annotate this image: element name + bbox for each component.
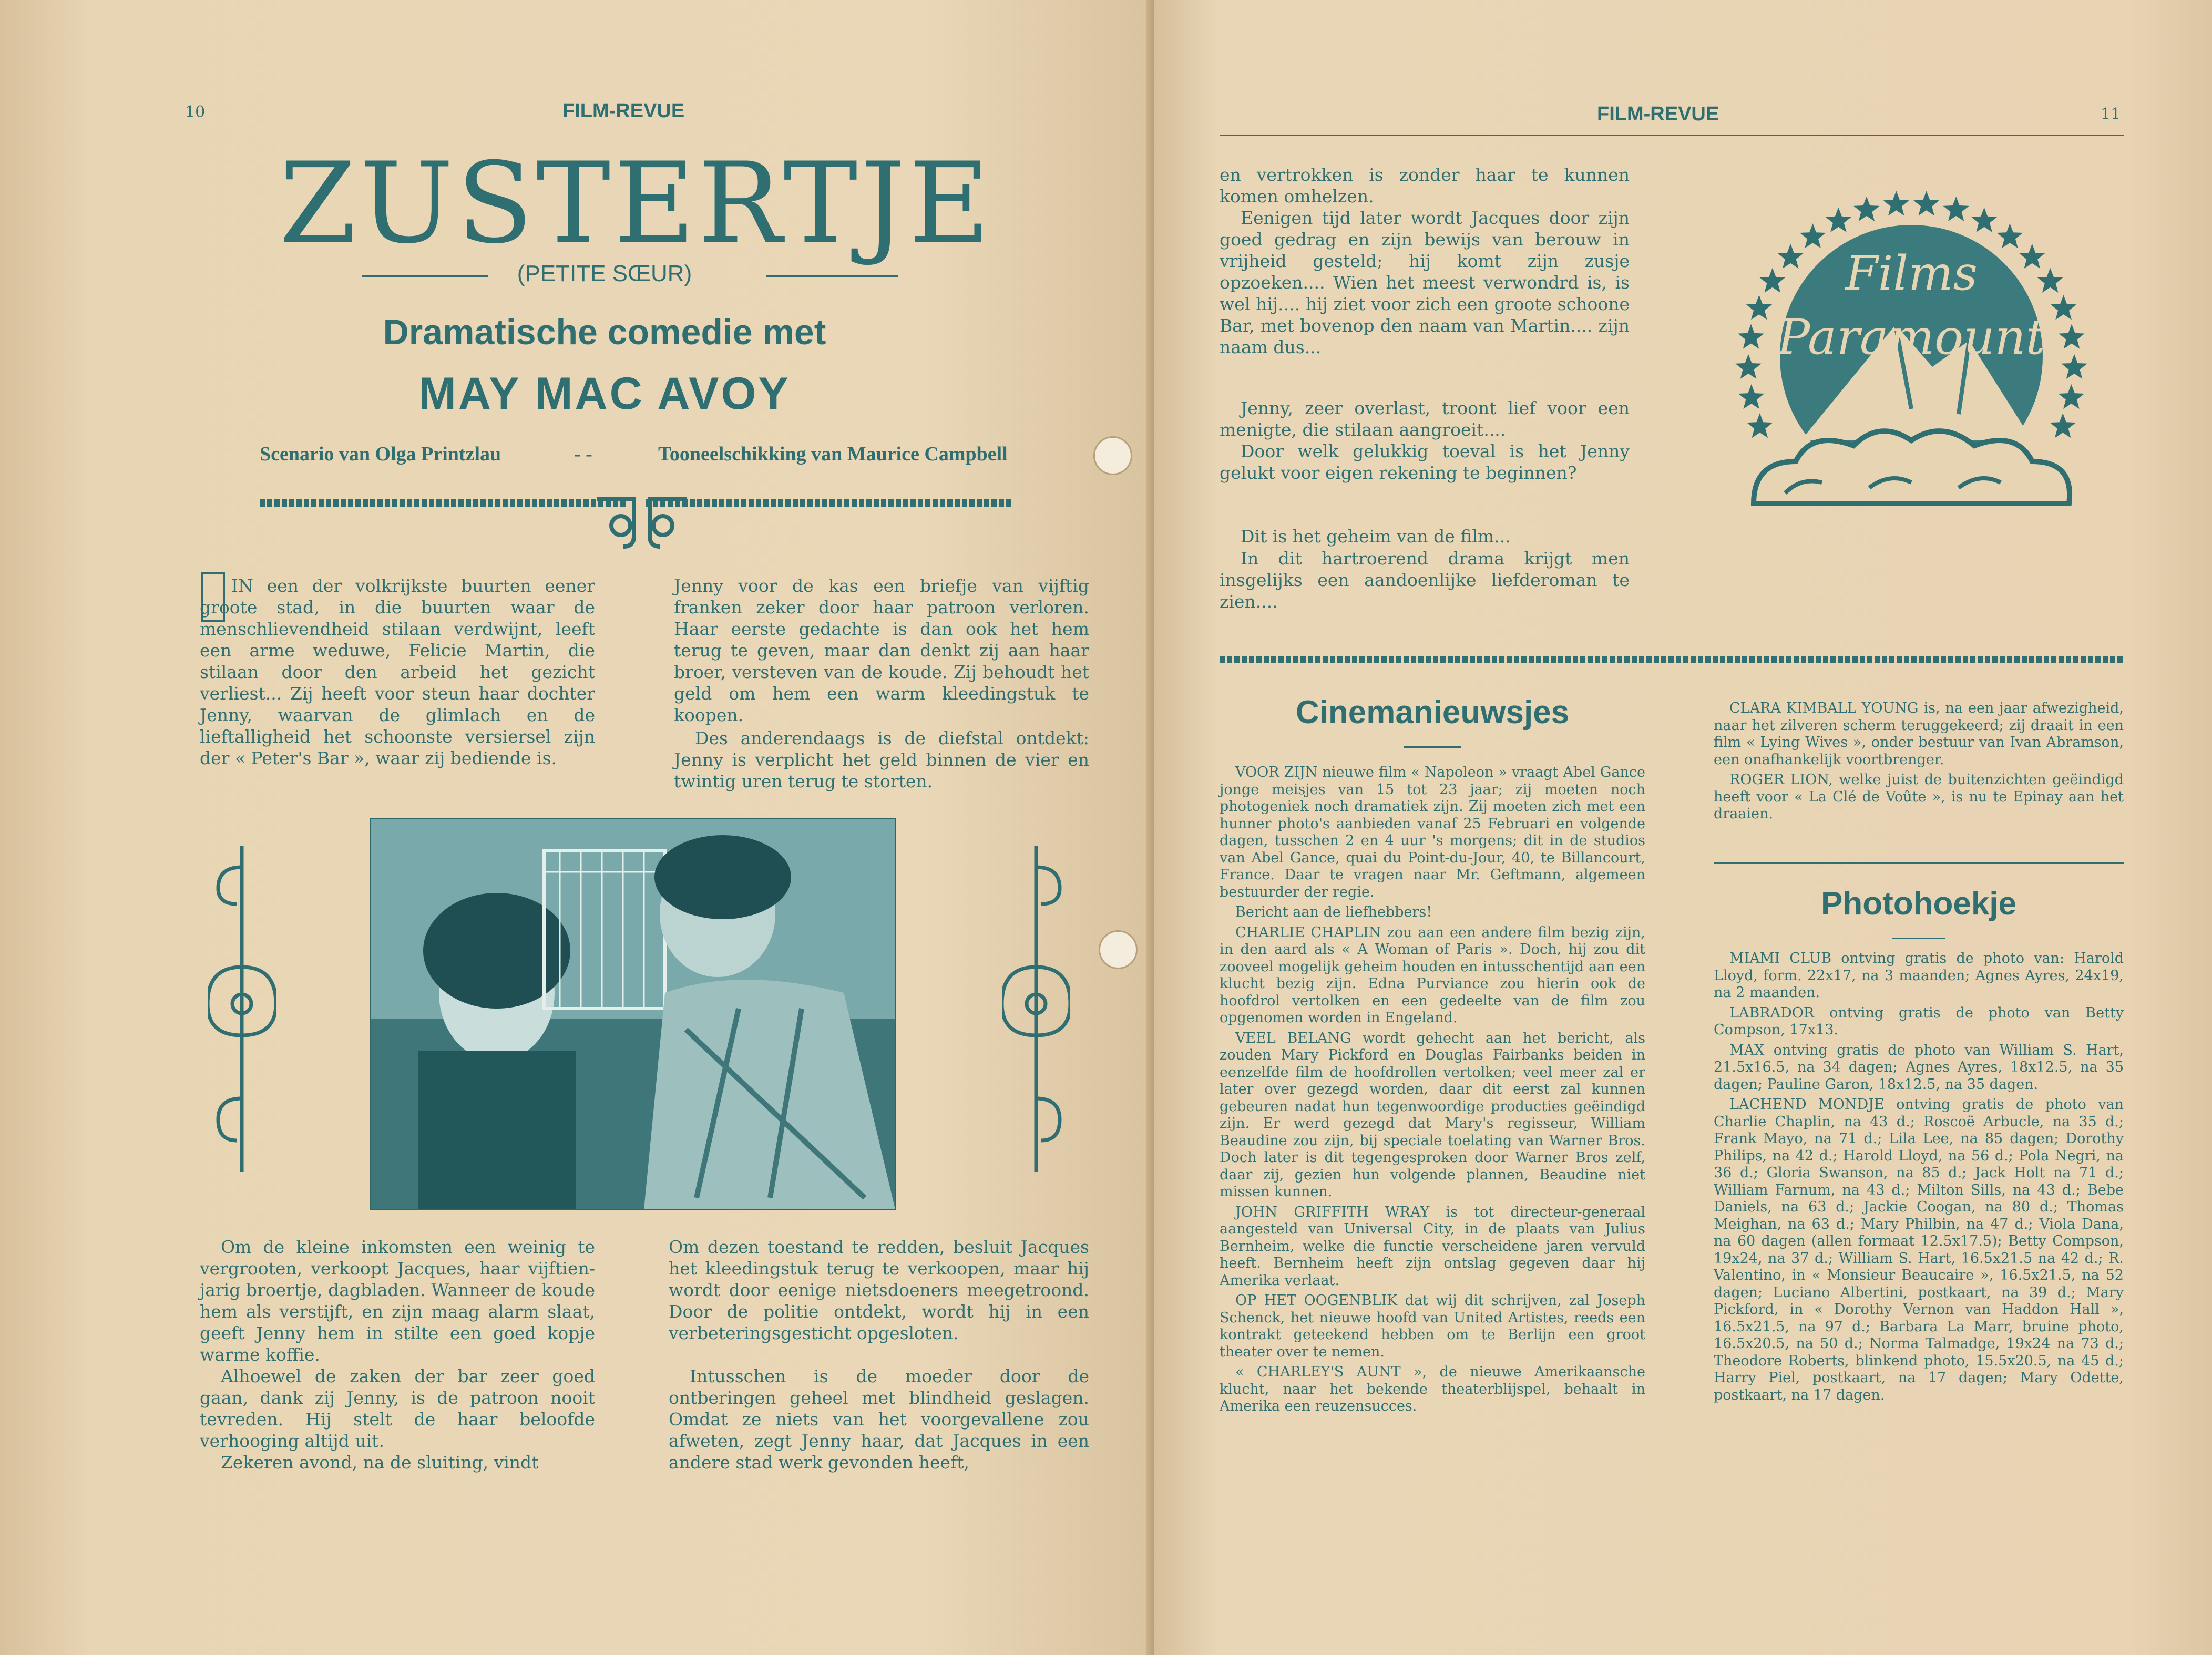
vine-ornament-icon xyxy=(208,846,276,1172)
binding-hole-bottom-left xyxy=(1099,930,1138,969)
page-number-left: 10 xyxy=(185,103,206,121)
article-continued-p6: In dit hartroerend drama krijgt men insgelijks een aandoenlijke liefderoman te zien.... xyxy=(1220,548,1630,612)
right-page xyxy=(1154,0,2212,1655)
news-column xyxy=(1220,764,1645,1418)
article-col1-bottom-p2: Alhoewel de zaken der bar zeer goed gaan, dank zij Jenny, is de patroon nooit tevreden. Hij stelt de haar beloofde verhooging altijd uit. xyxy=(200,1366,595,1451)
star-icon xyxy=(1913,191,1939,215)
binding-hole-top-left xyxy=(1093,436,1132,475)
photo-item: LACHEND MONDJE ontving gratis de photo van Charlie Chaplin, na 43 d.; Roscoë Arbucle, na 35 d.; Frank Mayo, na 71 d.; Lila Lee, na 85 dagen; Dorothy Philips, na 42 d.; Harold Lloyd, na 56 d.; Pola Negri, na 36 d.; Gloria Swanson, na 85 d.; Jack Holt na 71 d.; William Farnum, na 43 d.; Milton Sills, na 43 d.; Bebe Daniels, na 63 d.; Jackie Coogan, na 80 d.; Thomas Meighan, na 63 d.; Mary Philbin, na 47 d.; Viola Dana, na 60 dagen (allen formaat 12.5x17.5); Betty Compson, 19x24, na 37 d.; William S. Hart, 16.5x21.5 na 42 d.; R. Valentino, in « Monsieur Beaucaire », 16.5x21.5, na 52 dagen; Luciano Albertini, postkaart, na 39 d.; Mary Pickford, in « Dorothy Vernon van Haddon Hall », 16.5x21.5, na 97 d.; Barbara La Marr, bruine photo, 16.5x20.5, na 50 d.; Norma Talmadge, 19x24 na 73 d.; Theodore Roberts, blinkend photo, 15.5x20.5, na 45 d.; Harry Piel, postkaart, na 17 dagen; Mary Odette, postkaart, na 17 dagen. xyxy=(1714,1096,2124,1403)
news-heading: Cinemanieuwsjes xyxy=(1295,694,1570,731)
article-continued-p3: Jenny, zeer overlast, troont lief voor een menigte, die stilaan aangroeit.... xyxy=(1220,398,1630,440)
photo-item: LABRADOR ontving gratis de photo van Betty Compson, 17x13. xyxy=(1714,1004,2124,1038)
article-continued-p1: en vertrokken is zonder haar te kunnen komen omhelzen. xyxy=(1220,165,1630,207)
page-number-right: 11 xyxy=(2101,105,2121,124)
article-col2-bottom-p2: Intusschen is de moeder door de ontberingen geheel met blindheid geslagen. Omdat ze niets van het voorgevallene zou afweten, zegt Jenny haar, dat Jacques in een andere stad werk gevonden heeft, xyxy=(669,1366,1089,1473)
header-rule xyxy=(1220,135,2124,136)
credit-scenario: Scenario van Olga Printzlau xyxy=(260,443,501,465)
news-item: VEEL BELANG wordt gehecht aan het bericht, als zouden Mary Pickford en Douglas Fairbanks beiden in eenzelfde film de hoofdrollen vertolken; veel meer zal er later over gezegd worden, daar dit eerst zal kunnen gebeuren nadat hun tegenwoordige producties geëindigd zijn. Er werd gezegd dat Mary's regisseur, William Beaudine zou zijn, bij speciale toelating van Warner Bros. Doch later is dit tegengesproken door Warner Bros zelf, daar zij, gezien hun volgende plannen, Beaudine niet missen kunnen. xyxy=(1220,1030,1645,1200)
news-item: JOHN GRIFFITH WRAY is tot directeur-generaal aangesteld van Universal City, in de plaats van Julius Bernheim, welke die functie verscheidene jaren vervuld heeft. Bernheim heeft zijn ontslag gegeven daar hij Amerika verlaat. xyxy=(1220,1204,1645,1289)
article-continued-p5: Dit is het geheim van de film... xyxy=(1241,526,1511,547)
star-name: MAY MAC AVOY xyxy=(418,368,791,419)
credit-staging: Tooneelschikking van Maurice Campbell xyxy=(658,443,1008,465)
photo-scene-icon xyxy=(371,819,895,1209)
article-continued-p4: Door welk gelukkig toeval is het Jenny gelukt voor eigen rekening te beginnen? xyxy=(1220,441,1630,483)
genre-line: Dramatische comedie met xyxy=(383,312,826,352)
star-icon xyxy=(1971,208,1998,232)
article-col2-top-p2: Des anderendaags is de diefstal ontdekt: Jenny is verplicht het geld binnen de vier en twintig uren terug te storten. xyxy=(674,728,1089,791)
right-side-ornament xyxy=(1002,846,1070,1176)
article-continued-p2: Eenigen tijd later wordt Jacques door zijn goed gedrag en zijn bewijs van berouw in vrijheid gesteld; hij komt zijn zusje opzoeken.... Wien het meest verwondrd is, is wel hij.... hij ziet voor zich een groote schoone Bar, met bovenop den naam van Martin.... zijn naam dus... xyxy=(1220,208,1630,357)
photo-heading: Photohoekje xyxy=(1820,886,2017,922)
left-side-ornament xyxy=(208,846,276,1176)
star-icon xyxy=(1943,197,1969,221)
photo-section-rule xyxy=(1714,862,2124,864)
article-col1-bottom-p3: Zekeren avond, na de sluiting, vindt xyxy=(221,1452,539,1473)
section-divider xyxy=(1220,656,2124,663)
running-head-left: FILM-REVUE xyxy=(562,100,685,122)
star-icon xyxy=(1826,208,1852,232)
star-icon xyxy=(1800,223,1826,248)
star-icon xyxy=(2059,384,2085,409)
photo-item: MAX ontving gratis de photo van William S. Hart, 21.5x16.5, na 34 dagen; Agnes Ayres, 18x12.5, na 35 dagen; Pauline Garon, 18x12.5, na 35 dagen. xyxy=(1714,1042,2124,1093)
news-item: CLARA KIMBALL YOUNG is, na een jaar afwezigheid, naar het zilveren scherm teruggekeerd; zij draait in een film « Lying Wives », onder bestuur van Ivan Abramson, een onafhankelijk voortbrenger. xyxy=(1714,700,2124,768)
news-item: Bericht aan de liefhebbers! xyxy=(1235,904,1432,920)
ornament-rule-left xyxy=(260,499,628,507)
photo-column xyxy=(1714,950,2124,1407)
news-item: OP HET OOGENBLIK dat wij dit schrijven, zal Joseph Schenck, het nieuwe hoofd van United Artistes, reeds een kontrakt geteekend hebben om te Berlijn een groot theater over te nemen. xyxy=(1220,1292,1645,1360)
news-heading-rule xyxy=(1404,746,1461,748)
news-item: ROGER LION, welke juist de buitenzichten geëindigd heeft voor « La Clé de Voûte », is nu te Epinay aan het draaien. xyxy=(1714,772,2124,822)
star-icon xyxy=(1853,197,1880,221)
star-icon xyxy=(1997,223,2023,248)
photo-item: MIAMI CLUB ontving gratis de photo van: Harold Lloyd, form. 22x17, na 3 maanden; Agnes Ayres, 24x19, na 2 maanden. xyxy=(1714,950,2124,1001)
ornament-rule-right xyxy=(646,499,1011,507)
ad-logo-films: Films xyxy=(1845,246,1978,301)
article-col1-bottom-p1: Om de kleine inkomsten een weinig te vergrooten, verkoopt Jacques, haar vijftien-jarig broertje, dagbladen. Wanneer de koude hem als verstijft, en zijn maag alarm slaat, geeft Jenny hem in stilte een goed kopje warme koffie. xyxy=(200,1237,595,1365)
article-col2-top-p1: Jenny voor de kas een briefje van vijftig franken zeker door haar patroon verloren. Haar eerste gedachte is dan ook het hem terug te geven, maar dan denkt zij aan haar broer, versteven van de koude. Zij behoudt het geld om hem een warm kleedingstuk te koopen. xyxy=(674,575,1089,725)
article-col1-top: IN een der volkrijkste buurten eener groote stad, in die buurten waar de menschlievendheid stilaan verdwijnt, leeft een arme weduwe, Felicie Martin, die stilaan door den arbeid het gezicht verliest... Zij heeft voor steun haar dochter Jenny, waarvan de glimlach en de lieftalligheid het schoonste versiersel zijn der « Peter's Bar », waar zij bediende is. xyxy=(200,575,595,768)
star-icon xyxy=(1747,413,1773,438)
running-head-right: FILM-REVUE xyxy=(1597,103,1719,125)
star-icon xyxy=(2050,413,2076,438)
article-title: ZUSTERTJE xyxy=(279,138,994,268)
news-column-2 xyxy=(1714,700,2124,826)
film-still-photo xyxy=(370,818,896,1210)
article-subtitle: (PETITE SŒUR) xyxy=(517,261,692,286)
star-icon xyxy=(1738,384,1765,409)
ad-logo-paramount: Paramount xyxy=(1777,309,2045,365)
paramount-advert xyxy=(1722,167,2101,556)
article-col2-bottom-p1: Om dezen toestand te redden, besluit Jacques het kleedingstuk terug te verkoopen, maar hij wordt door eenige nietsdoeners meegetroond. Door de politie ontdekt, wordt hij in een verbeteringsgesticht opgesloten. xyxy=(669,1237,1089,1343)
credit-separator: - - xyxy=(574,443,592,465)
news-item: « CHARLEY'S AUNT », de nieuwe Amerikaansche klucht, naar het bekende theaterblijspel, behaalt in Amerika een reuzensucces. xyxy=(1220,1364,1645,1414)
photo-heading-rule xyxy=(1892,938,1945,939)
news-item: CHARLIE CHAPLIN zou aan een andere film bezig zijn, in den aard als « A Woman of Paris ». Doch, hij zou dit zooveel mogelijk geheim houden en intusschentijd aan een klucht bezig zijn. Edna Purviance zou hierin ook de hoofdrol vertolken en een gedeelte van de film zou opgenomen worden in Engeland. xyxy=(1220,924,1645,1026)
subtitle-rule-right xyxy=(766,275,898,277)
scroll-ornament-icon xyxy=(592,489,692,552)
vine-ornament-icon xyxy=(1002,846,1070,1172)
news-item: VOOR ZIJN nieuwe film « Napoleon » vraagt Abel Gance jonge meisjes van 15 tot 23 jaar; zij moeten noch photogeniek noch dramatiek zijn. Zij moeten zich met een hunner photo's aanbieden vanaf 25 Februari en volgende dagen, tusschen 2 en 4 uur 's morgens; dit in de studios van Abel Gance, quai du Point-du-Jour, 40, te Billancourt, France. Daar te vragen naar Mr. Geftmann, algemeen bestuurder der regie. xyxy=(1220,764,1645,900)
star-icon xyxy=(1883,191,1909,215)
